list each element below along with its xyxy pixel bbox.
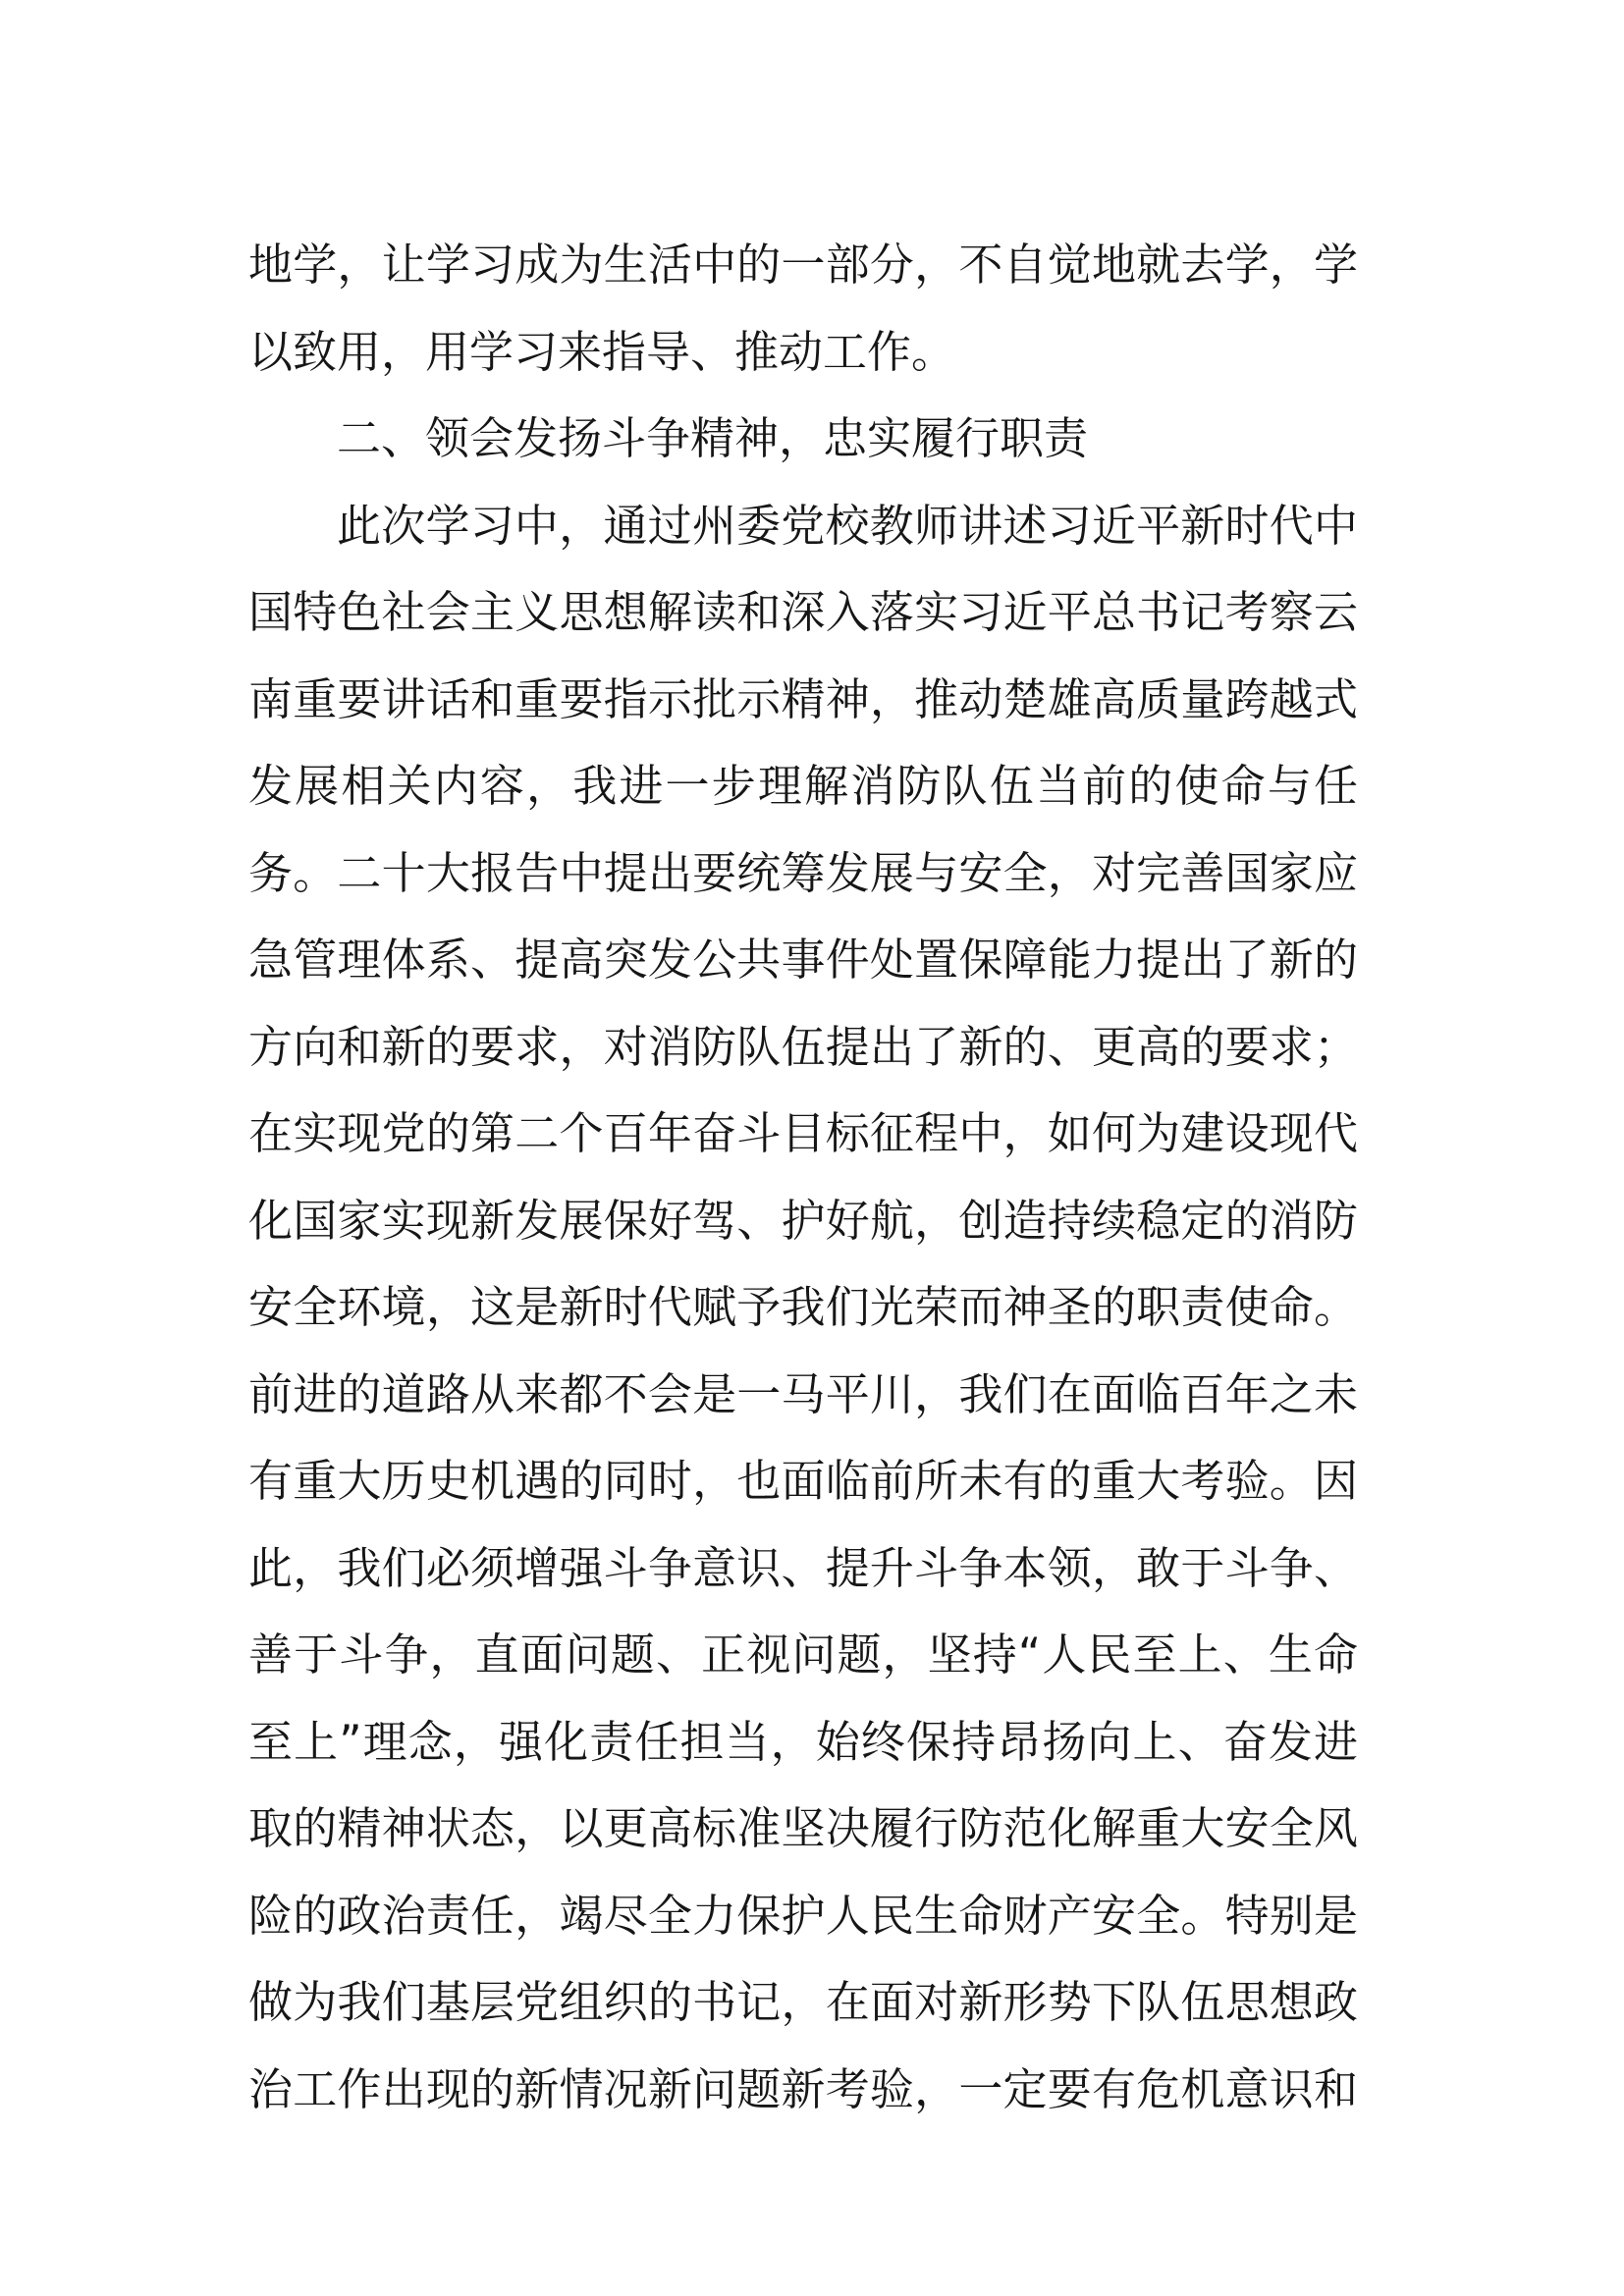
text-line: 此，我们必须增强斗争意识、提升斗争本领，敢于斗争、 [248,1541,1358,1594]
body-text [248,222,1358,2133]
text-line: 国特色社会主义思想解读和深入落实习近平总书记考察云 [248,586,1358,638]
text-line: 发展相关内容，我进一步理解消防队伍当前的使命与任 [248,760,1358,812]
paragraph-end-line: 以致用，用学习来指导、推动工作。 [248,325,956,378]
text-line: 取的精神状态，以更高标准坚决履行防范化解重大安全风 [248,1802,1358,1854]
text-line: 急管理体系、提高突发公共事件处置保障能力提出了新的 [248,934,1358,986]
text-line: 善于斗争，直面问题、正视问题，坚持“人民至上、生命 [248,1629,1358,1681]
section-heading: 二、领会发扬斗争精神，忠实履行职责 [337,412,1089,464]
text-line: 化国家实现新发展保好驾、护好航，创造持续稳定的消防 [248,1194,1358,1247]
text-line: 务。二十大报告中提出要统筹发展与安全，对完善国家应 [248,846,1358,899]
text-line: 前进的道路从来都不会是一马平川，我们在面临百年之未 [248,1367,1358,1420]
text-line: 至上”理念，强化责任担当，始终保持昂扬向上、奋发进 [248,1715,1358,1768]
text-line: 在实现党的第二个百年奋斗目标征程中，如何为建设现代 [248,1107,1358,1159]
paragraph-first-line: 此次学习中，通过州委党校教师讲述习近平新时代中 [337,499,1358,552]
text-line: 治工作出现的新情况新问题新考验，一定要有危机意识和 [248,2062,1358,2115]
text-line: 南重要讲话和重要指示批示精神，推动楚雄高质量跨越式 [248,672,1358,725]
text-line: 险的政治责任，竭尽全力保护人民生命财产安全。特别是 [248,1889,1358,1942]
text-line: 地学，让学习成为生活中的一部分，不自觉地就去学，学 [248,239,1358,291]
text-line: 做为我们基层党组织的书记，在面对新形势下队伍思想政 [248,1976,1358,2028]
text-line: 有重大历史机遇的同时，也面临前所未有的重大考验。因 [248,1455,1358,1507]
text-line: 安全环境，这是新时代赋予我们光荣而神圣的职责使命。 [248,1281,1358,1333]
text-line: 方向和新的要求，对消防队伍提出了新的、更高的要求； [248,1020,1358,1073]
